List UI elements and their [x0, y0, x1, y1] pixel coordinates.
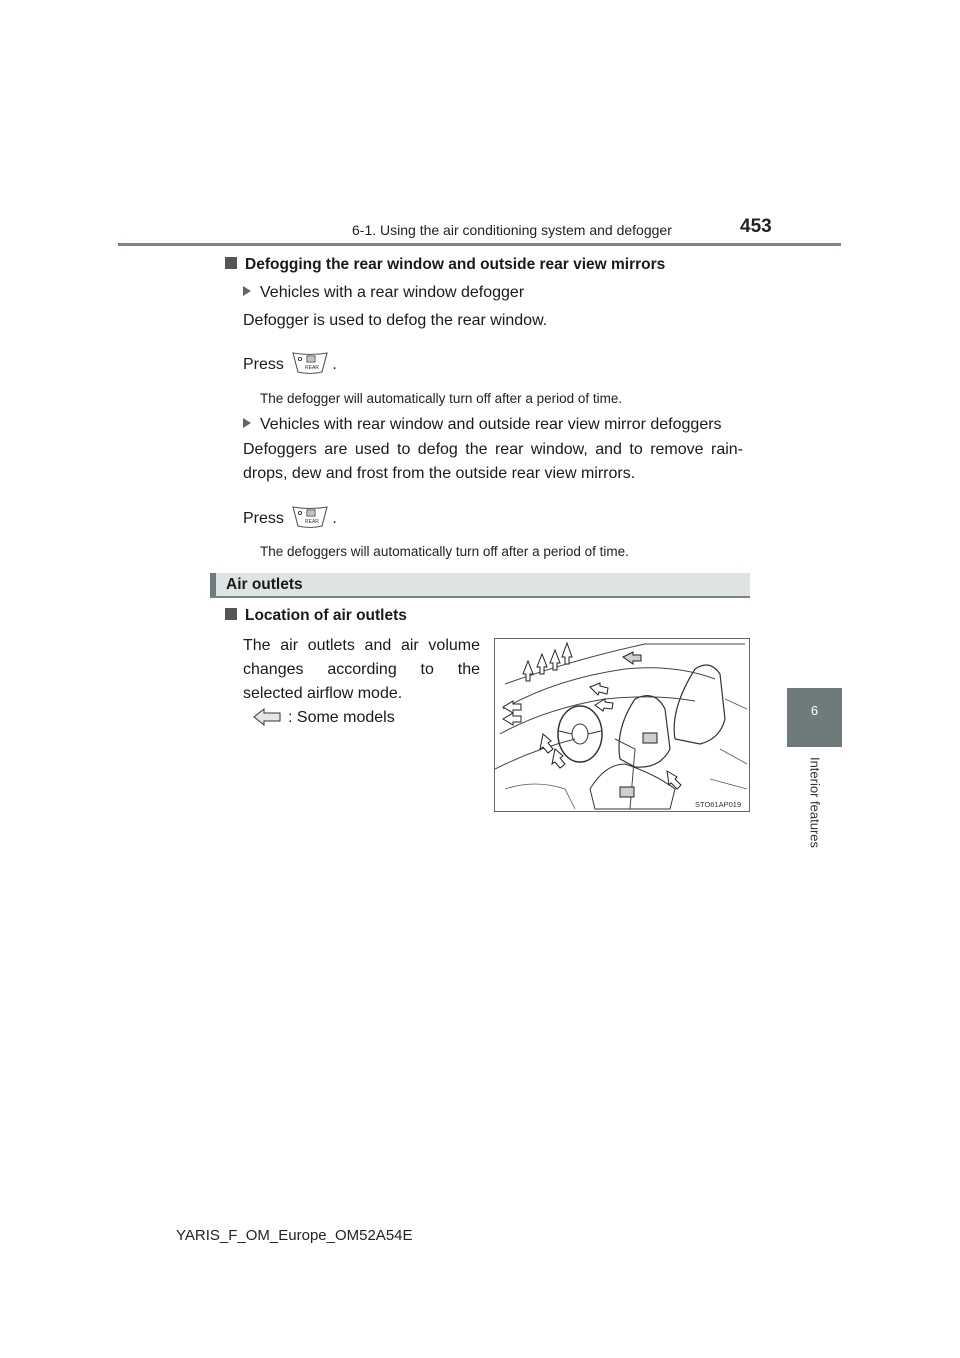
- square-bullet-icon: [225, 257, 237, 269]
- header-rule: [118, 243, 841, 246]
- footer-doc-code: YARIS_F_OM_Europe_OM52A54E: [176, 1227, 413, 1244]
- triangle-bullet-icon: [243, 286, 251, 296]
- square-bullet-icon: [225, 608, 237, 620]
- air-outlets-desc-line2: changes according to the: [243, 661, 480, 678]
- triangle-bullet-icon: [243, 418, 251, 428]
- rear-defogger-button-icon: [290, 350, 330, 384]
- air-outlets-section-title: Air outlets: [226, 576, 303, 593]
- rear-defogger-button-icon: [290, 504, 330, 538]
- defog-sub1-desc: Defogger is used to defog the rear window.: [243, 312, 548, 329]
- air-outlets-desc-line3: selected airflow mode.: [243, 685, 403, 702]
- defog-sub2-note: The defoggers will automatically turn off after a period of time.: [260, 544, 629, 559]
- svg-text:REAR: REAR: [305, 365, 320, 371]
- air-outlets-legend: : Some models: [252, 705, 395, 735]
- defog-sub1-title: Vehicles with a rear window defogger: [243, 280, 524, 305]
- chapter-tab[interactable]: [787, 688, 842, 747]
- air-outlets-section-bar: [210, 573, 750, 598]
- defog-sub2-press: Press REAR .: [243, 504, 337, 538]
- chapter-number: 6: [810, 703, 819, 718]
- air-outlets-figure: [494, 638, 750, 812]
- figure-code: STO61AP019: [695, 800, 742, 809]
- defog-sub1-note: The defogger will automatically turn off after a period of time.: [260, 391, 623, 406]
- legend-arrow-icon: [252, 707, 282, 735]
- defog-sub2-desc-line1: Defoggers are used to defog the rear window, and to remove rain-: [243, 441, 743, 458]
- svg-text:REAR: REAR: [305, 519, 320, 525]
- air-outlets-heading: Location of air outlets: [225, 607, 407, 625]
- defog-heading: Defogging the rear window and outside rear view mirrors: [225, 256, 665, 274]
- car-interior-illustration: [495, 639, 749, 811]
- defog-sub2-title: Vehicles with rear window and outside rear view mirror defoggers: [243, 412, 722, 437]
- defog-sub2-desc-line2: drops, dew and frost from the outside rear view mirrors.: [243, 465, 636, 482]
- page-number: 453: [740, 216, 772, 237]
- chapter-label: Interior features: [807, 756, 823, 849]
- air-outlets-desc-line1: The air outlets and air volume: [243, 637, 480, 654]
- defog-sub1-press: Press REAR .: [243, 350, 337, 384]
- header-section-title: 6-1. Using the air conditioning system and defogger: [352, 222, 672, 238]
